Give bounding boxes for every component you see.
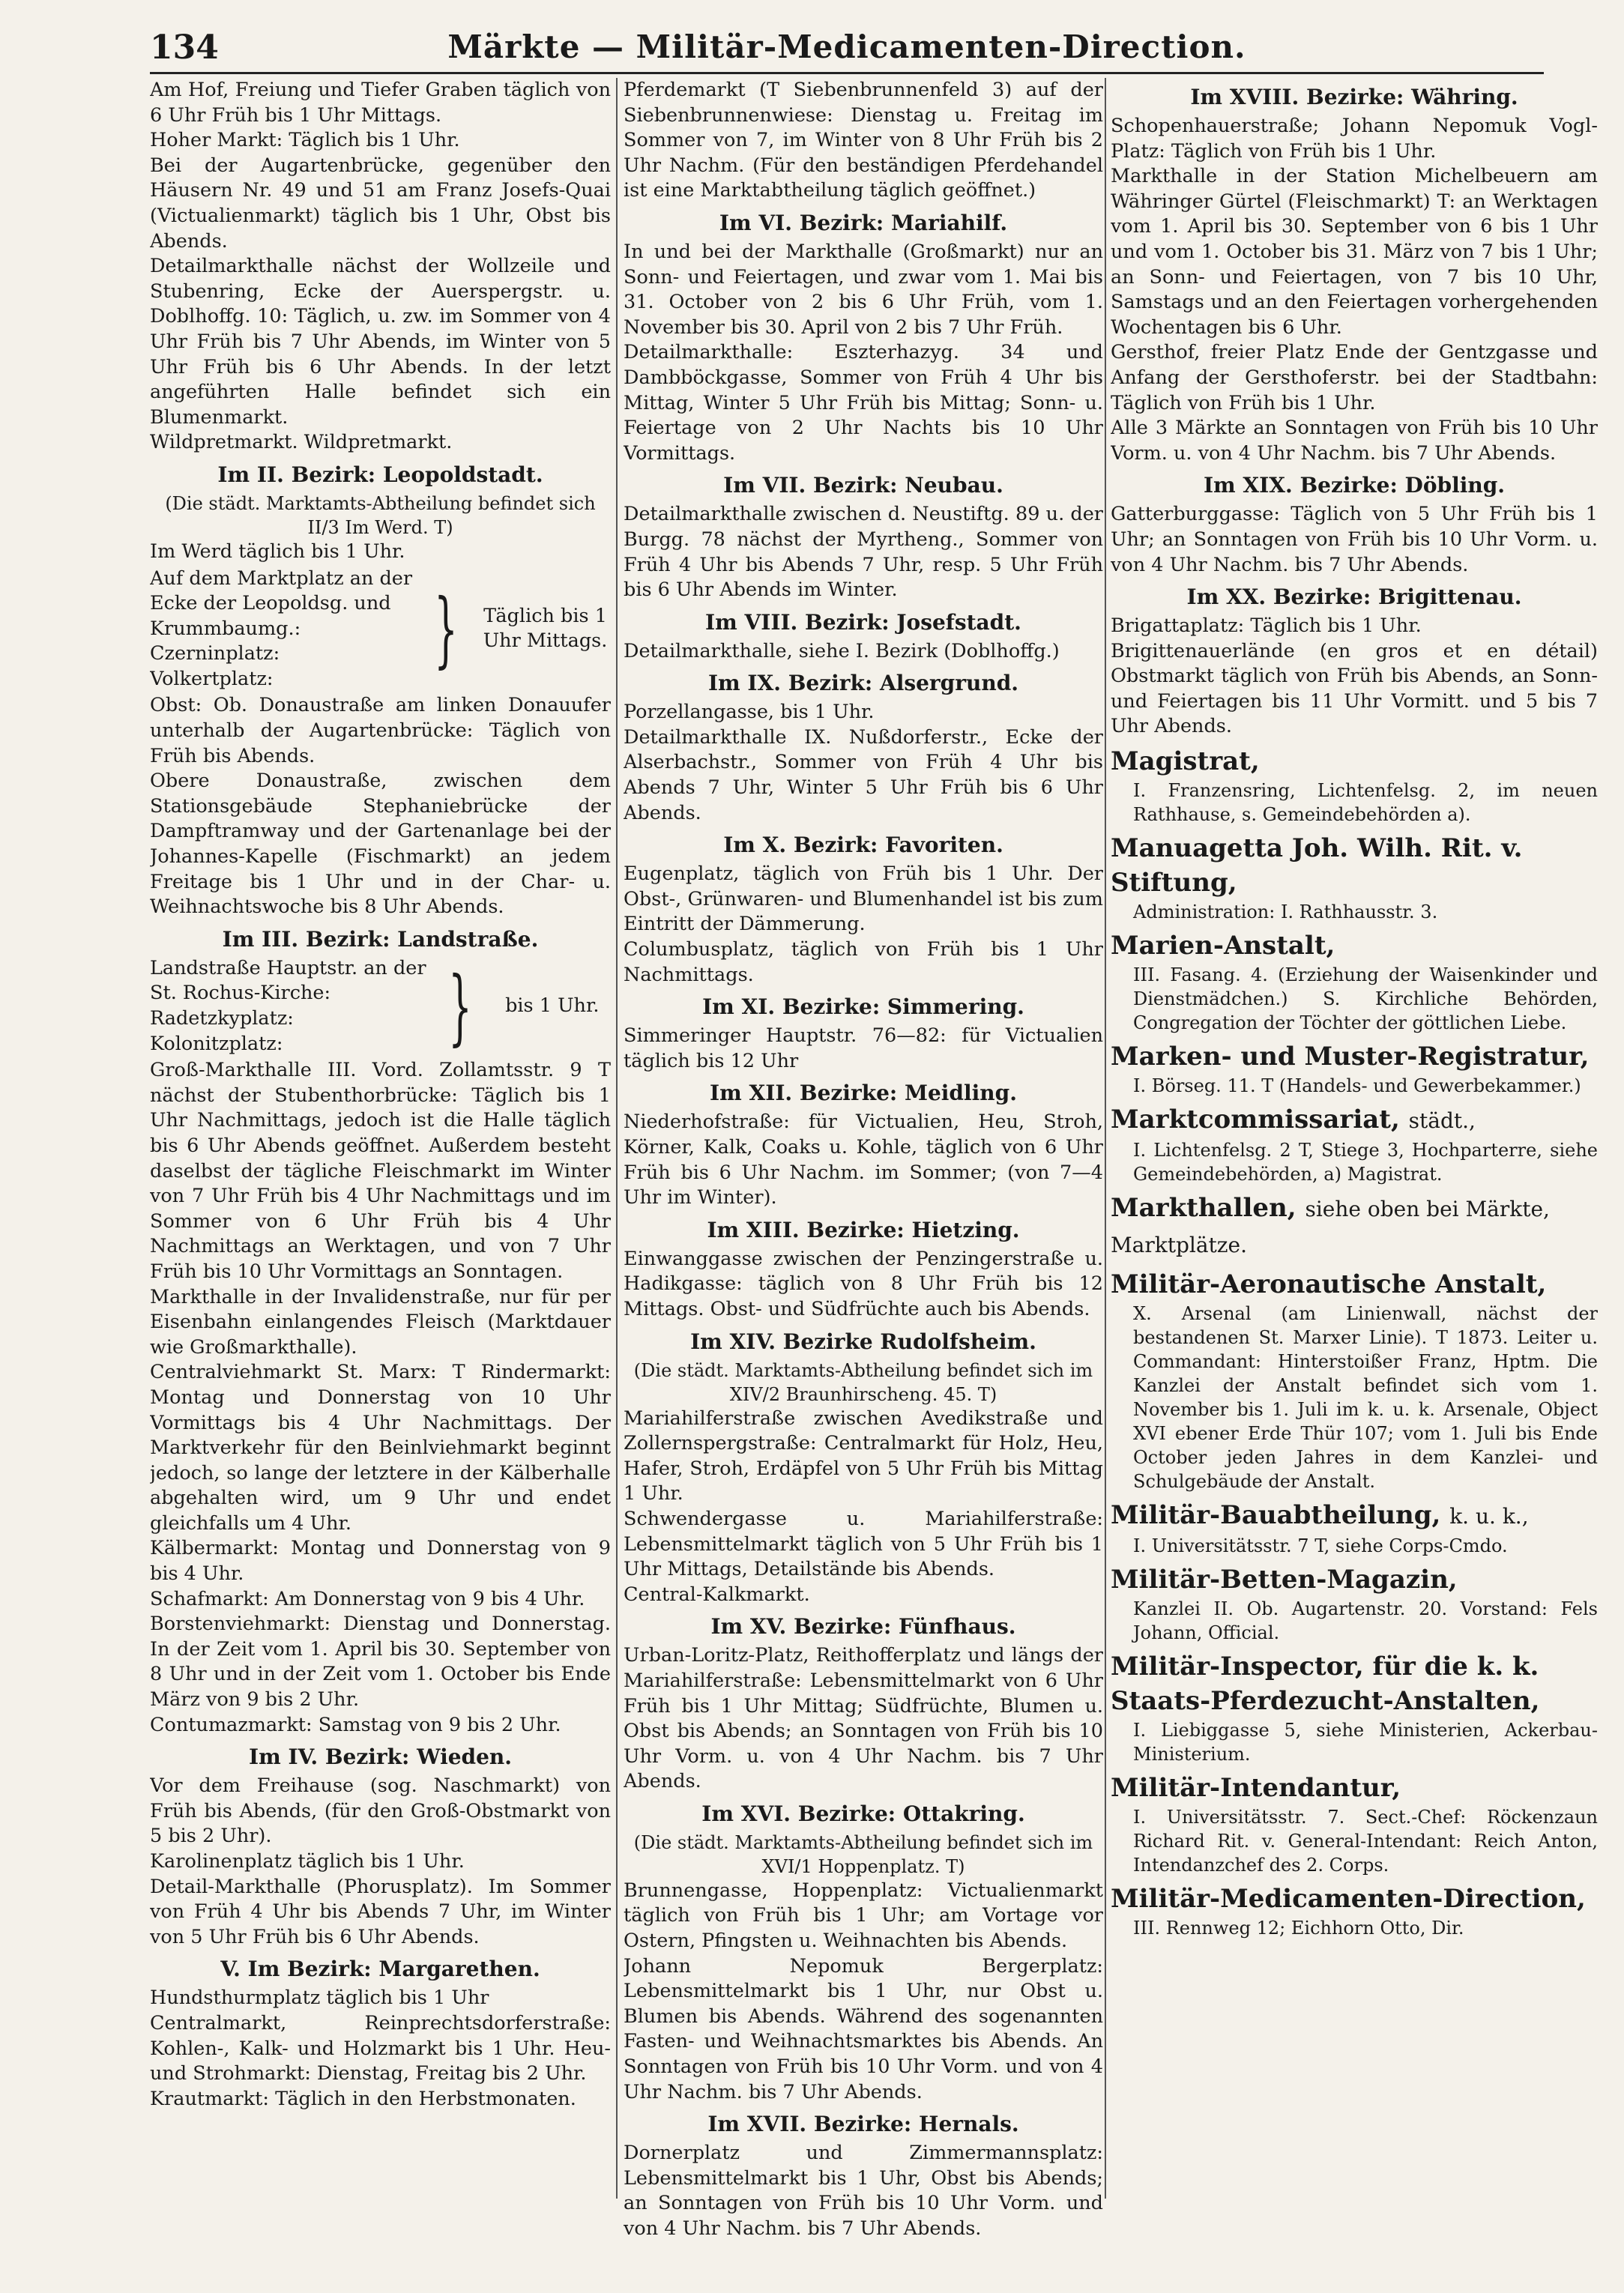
- page-number: 134: [150, 28, 219, 67]
- market-entry: Urban-Loritz-Platz, Reithofferplatz und längs der Mariahilferstraße: Lebensmittelmarkt von 6 Uhr Früh bis 1 Uhr Mittag; Südfrüchte, Blumen u. Obst bis Abends; an Sonntagen von Früh bis 10 Uhr Vorm. u. von 4 Uhr Nachm. bis 7 Uhr Abends.: [624, 1644, 1103, 1793]
- district-heading: Im XIV. Bezirke Rudolfsheim.: [690, 1329, 1036, 1354]
- column-divider: [616, 78, 618, 2199]
- district-heading: Im XVII. Bezirke: Hernals.: [707, 2112, 1019, 2137]
- bracket-label: Täglich bis 1 Uhr Mittags.: [483, 604, 608, 653]
- header-rule: [150, 72, 1544, 74]
- market-entry: Dornerplatz und Zimmermannsplatz: Lebensmittelmarkt bis 1 Uhr, Obst bis Abends; an Sonntagen von Früh bis 10 Uhr Vorm. und von 4 Uhr Nachm. bis 7 Uhr Abends.: [624, 2142, 1103, 2240]
- district-heading: Im XV. Bezirke: Fünfhaus.: [710, 1614, 1016, 1640]
- curly-brace: }: [447, 958, 472, 1054]
- market-entry: Kälbermarkt: Montag und Donnerstag von 9 bis 4 Uhr.: [150, 1537, 611, 1586]
- market-entry: Mariahilferstraße zwischen Avedikstraße und Zollernspergstraße: Centralmarkt für Holz, Heu, Hafer, Stroh, Erdäpfel von 5 Uhr Früh bis Mittag 1 Uhr.: [624, 1407, 1103, 1505]
- district-heading: Im II. Bezirk: Leopoldstadt.: [217, 462, 543, 487]
- bracket-line: Kolonitzplatz:: [150, 1032, 283, 1055]
- market-entry: Detailmarkthalle nächst der Wollzeile und Stubenring, Ecke der Auerspergstr. u. Doblhoffg. 10: Täglich, u. zw. im Sommer von 4 Uhr Früh bis 7 Uhr Abends, im Winter von 5 Uhr Früh bis 6 Uhr Abends. In der letzt angeführten Halle befindet sich ein Blumenmarkt.: [150, 255, 611, 429]
- market-entry: Detailmarkthalle: Eszterhazyg. 34 und Dambböckgasse, Sommer von Früh 4 Uhr bis Mittag, Winter 5 Uhr Früh bis Mittag; Sonn- u. Feiertage von 2 Uhr Nachts bis 10 Uhr Vormittags.: [624, 341, 1103, 465]
- entry-heading: [1111, 1191, 1598, 1263]
- entry-detail: I. Universitätsstr. 7 T, siehe Corps-Cmdo.: [1133, 1535, 1508, 1557]
- bracket-group: [150, 567, 611, 692]
- column-1: [150, 78, 611, 2112]
- bracket-line: Czerninplatz:: [150, 642, 280, 665]
- market-entry: Niederhofstraße: für Victualien, Heu, Stroh, Körner, Kalk, Coaks u. Kohle, täglich von 6 Uhr Früh bis 6 Uhr Nachm. im Sommer; (von 7—4 Uhr im Winter).: [624, 1111, 1103, 1209]
- district-heading: Im XIX. Bezirke: Döbling.: [1203, 473, 1506, 498]
- entry-heading: Marien-Anstalt,: [1111, 931, 1335, 961]
- district-heading: V. Im Bezirk: Margarethen.: [220, 1957, 540, 1982]
- market-entry: Am Hof, Freiung und Tiefer Graben täglich von 6 Uhr Früh bis 1 Uhr Mittags.: [150, 79, 611, 127]
- entry-heading: Magistrat,: [1111, 746, 1260, 777]
- market-entry: Obst: Ob. Donaustraße am linken Donauufer unterhalb der Augartenbrücke: Täglich von Früh bis Abends.: [150, 694, 611, 767]
- district-heading: Im XVI. Bezirke: Ottakring.: [701, 1801, 1025, 1826]
- market-entry: Obere Donaustraße, zwischen dem Stationsgebäude Stephaniebrücke der Dampftramway und der Gartenanlage bei der Johannes-Kapelle (Fischmarkt) an jedem Freitage bis 1 Uhr und in der Char- u. Weihnachtswoche bis 8 Uhr Abends.: [150, 770, 611, 919]
- entry-detail: Kanzlei II. Ob. Augartenstr. 20. Vorstand: Fels Johann, Official.: [1133, 1598, 1598, 1644]
- entry-heading: Militär-Betten-Magazin,: [1111, 1565, 1458, 1595]
- column-2: [624, 78, 1103, 2242]
- market-entry: Markthalle in der Station Michelbeuern am Währinger Gürtel (Fleischmarkt) T: an Werktagen vom 1. April bis 30. September von 6 bis 1 Uhr und vom 1. October bis 31. März von 7 bis 1 Uhr; an Sonn- und Feiertagen, von 7 bis 10 Uhr, Samstags und an den Feiertagen vorhergehenden Wochentagen bis 6 Uhr.: [1111, 165, 1598, 339]
- market-entry: Brigittenauerlände (en gros et en détail) Obstmarkt täglich von Früh bis Abends, an Sonn- und Feiertagen bis 11 Uhr Vormitt. und 5 bis 7 Uhr Abends.: [1111, 639, 1598, 738]
- district-heading: Im XVIII. Bezirke: Währing.: [1190, 85, 1518, 109]
- entry-heading: Militär-Medicamenten-Direction,: [1111, 1884, 1586, 1915]
- market-entry: Bei der Augartenbrücke, gegenüber den Häusern Nr. 49 und 51 am Franz Josefs-Quai (Victualienmarkt) täglich bis 1 Uhr, Obst bis Abends.: [150, 154, 611, 253]
- market-entry: Porzellangasse, bis 1 Uhr.: [624, 701, 875, 724]
- market-entry: Centralviehmarkt St. Marx: T Rindermarkt: Montag und Donnerstag von 10 Uhr Vormittags bis 4 Uhr Nachmittags. Der Marktverkehr für den Beinlviehmarkt beginnt jedoch, so lange der letztere in der Kälberhalle abgehalten wird, um 9 Uhr und endet gleichfalls um 4 Uhr.: [150, 1361, 611, 1535]
- market-entry: Im Werd täglich bis 1 Uhr.: [150, 540, 405, 563]
- market-entry: Simmeringer Hauptstr. 76—82: für Victualien täglich bis 12 Uhr: [624, 1024, 1103, 1072]
- market-entry: Detailmarkthalle IX. Nußdorferstr., Ecke der Alserbachstr., Sommer von Früh 4 Uhr bis Abends 7 Uhr, Winter 5 Uhr Früh bis 6 Uhr Abends.: [624, 725, 1103, 824]
- entry-detail: Administration: I. Rathhausstr. 3.: [1133, 901, 1438, 923]
- market-entry: Central-Kalkmarkt.: [624, 1583, 810, 1606]
- district-heading: Im VI. Bezirk: Mariahilf.: [719, 210, 1008, 235]
- entry-heading: [1111, 1498, 1598, 1534]
- market-entry: Karolinenplatz täglich bis 1 Uhr.: [150, 1850, 465, 1873]
- entry-heading: Militär-Aeronautische Anstalt,: [1111, 1269, 1547, 1300]
- market-entry: Detailmarkthalle, siehe I. Bezirk (Doblhoffg.): [624, 639, 1060, 662]
- market-entry: Markthalle in der Invalidenstraße, nur für per Eisenbahn einlangendes Fleisch (Marktdauer wie Großmarkthalle).: [150, 1285, 611, 1359]
- entry-detail: I. Universitätsstr. 7. Sect.-Chef: Röckenzaun Richard Rit. v. General-Intendant: Reich Anton, Intendanzchef des 2. Corps.: [1133, 1807, 1598, 1876]
- entry-heading: Militär-Inspector, für die k. k. Staats-Pferdezucht-Anstalten,: [1111, 1652, 1540, 1717]
- entry-heading-suffix: k. u. k.,: [1449, 1504, 1529, 1529]
- market-entry: Gersthof, freier Platz Ende der Gentzgasse und Anfang der Gersthoferstr. bei der Stadtbahn: Täglich von Früh bis 1 Uhr.: [1111, 341, 1598, 414]
- bracket-line: Auf dem Marktplatz an der: [150, 567, 413, 590]
- bracket-line: St. Rochus-Kirche:: [150, 982, 331, 1005]
- entry-heading: [1111, 1102, 1598, 1138]
- column-3: [1111, 78, 1598, 1940]
- entry-heading-suffix: städt.,: [1408, 1108, 1476, 1134]
- district-heading: Im XIII. Bezirke: Hietzing.: [707, 1217, 1020, 1242]
- market-entry: Eugenplatz, täglich von Früh bis 1 Uhr. Der Obst-, Grünwaren- und Blumenhandel ist bis zum Eintritt der Dämmerung.: [624, 862, 1103, 936]
- bracket-line: Radetzkyplatz:: [150, 1007, 294, 1030]
- district-heading: Im XI. Bezirke: Simmering.: [702, 994, 1024, 1020]
- bracket-line: Landstraße Hauptstr. an der: [150, 956, 426, 979]
- district-heading: Im X. Bezirk: Favoriten.: [723, 833, 1003, 858]
- entry-detail: I. Franzensring, Lichtenfelsg. 2, im neuen Rathhause, s. Gemeindebehörden a).: [1133, 780, 1598, 826]
- district-heading: Im VII. Bezirk: Neubau.: [723, 473, 1003, 498]
- bracket-line: Ecke der Leopoldsg. und: [150, 592, 391, 615]
- entry-detail: I. Lichtenfelsg. 2 T, Stiege 3, Hochparterre, siehe Gemeindebehörden, a) Magistrat.: [1133, 1140, 1598, 1185]
- bracket-line: Krummbaumg.:: [150, 617, 301, 640]
- running-title: Märkte — Militär-Medicamenten-Direction.: [447, 28, 1246, 65]
- bracket-group: [150, 956, 611, 1057]
- market-entry: Krautmarkt: Täglich in den Herbstmonaten.: [150, 2087, 576, 2110]
- bracket-label: bis 1 Uhr.: [505, 994, 600, 1018]
- market-entry: Schwendergasse u. Mariahilferstraße: Lebensmittelmarkt täglich von 5 Uhr Früh bis 1 Uhr Mittags, Detailstände bis Abends.: [624, 1507, 1103, 1581]
- entry-heading-suffix: siehe oben bei Märkte, Marktplätze.: [1111, 1197, 1550, 1258]
- market-entry: Contumazmarkt: Samstag von 9 bis 2 Uhr.: [150, 1713, 561, 1736]
- market-entry: Hundsthurmplatz täglich bis 1 Uhr: [150, 1987, 489, 2010]
- entry-heading-text: Markthallen,: [1111, 1193, 1297, 1224]
- district-heading: Im XX. Bezirke: Brigittenau.: [1186, 584, 1522, 610]
- market-entry: Wildpretmarkt. Wildpretmarkt.: [150, 431, 453, 454]
- entry-heading: Manuagetta Joh. Wilh. Rit. v. Stiftung,: [1111, 833, 1523, 898]
- market-entry: Detailmarkthalle zwischen d. Neustiftg. 89 u. der Burgg. 78 nächst der Myrtheng., Sommer von Früh 4 Uhr bis Abends 7 Uhr, resp. 5 Uhr Früh bis 6 Uhr Abends im Winter.: [624, 503, 1103, 602]
- entry-detail: III. Rennweg 12; Eichhorn Otto, Dir.: [1133, 1918, 1464, 1939]
- market-entry: Brunnengasse, Hoppenplatz: Victualienmarkt täglich von Früh bis 1 Uhr; am Vortage vor Ostern, Pfingsten u. Weihnachten bis Abends.: [624, 1879, 1103, 1953]
- market-entry: Brigattaplatz: Täglich bis 1 Uhr.: [1111, 614, 1422, 638]
- district-heading: Im III. Bezirk: Landstraße.: [222, 926, 539, 952]
- district-heading: Im XII. Bezirke: Meidling.: [710, 1081, 1017, 1106]
- market-entry: Alle 3 Märkte an Sonntagen von Früh bis 10 Uhr Vorm. u. von 4 Uhr Nachm. bis 7 Uhr Abends.: [1111, 417, 1598, 465]
- entry-heading: Marken- und Muster-Registratur,: [1111, 1042, 1590, 1072]
- bracket-line: Volkertplatz:: [150, 667, 274, 690]
- district-heading: Im IX. Bezirk: Alsergrund.: [707, 671, 1019, 696]
- market-entry: Einwanggasse zwischen der Penzingerstraße u. Hadikgasse: täglich von 8 Uhr Früh bis 12 Mittags. Obst- und Südfrüchte auch bis Abends.: [624, 1247, 1103, 1320]
- entry-detail: I. Liebiggasse 5, siehe Ministerien, Ackerbau-Ministerium.: [1133, 1720, 1598, 1765]
- market-entry: Johann Nepomuk Bergerplatz: Lebensmittelmarkt bis 1 Uhr, nur Obst u. Blumen bis Abends. Während des sogenannten Fasten- und Weihnachtsmarktes bis Abends. An Sonntagen von Früh bis 10 Uhr Vorm. und von 4 Uhr Nachm. bis 7 Uhr Abends.: [624, 1954, 1103, 2103]
- market-entry: Detail-Markthalle (Phorusplatz). Im Sommer von Früh 4 Uhr bis Abends 7 Uhr, im Winter von 5 Uhr Früh bis 6 Uhr Abends.: [150, 1875, 611, 1948]
- district-heading: Im VIII. Bezirk: Josefstadt.: [705, 609, 1021, 635]
- entry-detail: X. Arsenal (am Linienwall, nächst der bestandenen St. Marxer Linie). T 1873. Leiter u. Commandant: Hinterstoißer Franz, Hptm. Die Kanzlei der Anstalt befindet sich vom 1. November bis 1. Juli im k. u. k. Arsenale, Object XVI ebener Erde Thür 107; vom 1. Juli bis Ende October jeden Jahres in dem Kanzlei- und Schulgebäude der Anstalt.: [1133, 1303, 1598, 1493]
- district-heading: Im IV. Bezirk: Wieden.: [248, 1744, 513, 1770]
- entry-detail: III. Fasang. 4. (Erziehung der Waisenkinder und Dienstmädchen.) S. Kirchliche Behörden, Congregation der Töchter der göttlichen Liebe.: [1133, 964, 1598, 1034]
- entry-detail: I. Börseg. 11. T (Handels- und Gewerbekammer.): [1133, 1075, 1581, 1097]
- market-entry: Hoher Markt: Täglich bis 1 Uhr.: [150, 129, 460, 152]
- market-entry: Schopenhauerstraße; Johann Nepomuk Vogl-Platz: Täglich von Früh bis 1 Uhr.: [1111, 115, 1598, 163]
- district-note: (Die städt. Marktamts-Abtheilung befindet sich II/3 Im Werd. T): [165, 492, 596, 538]
- column-divider: [1105, 78, 1106, 2199]
- page-header: [150, 28, 1544, 70]
- market-entry: Pferdemarkt (T Siebenbrunnenfeld 3) auf der Siebenbrunnenwiese: Dienstag u. Freitag im Sommer von 7, im Winter von 8 Uhr Früh bis 2 Uhr Nachm. (Für den beständigen Pferdehandel ist eine Marktabtheilung täglich geöffnet.): [624, 79, 1103, 202]
- entry-heading-text: Militär-Bauabtheilung,: [1111, 1500, 1441, 1531]
- entry-heading-text: Marktcommissariat,: [1111, 1105, 1400, 1135]
- district-note: (Die städt. Marktamts-Abtheilung befindet sich im XVI/1 Hoppenplatz. T): [633, 1831, 1093, 1877]
- market-entry: Columbusplatz, täglich von Früh bis 1 Uhr Nachmittags.: [624, 938, 1103, 986]
- district-note: (Die städt. Marktamts-Abtheilung befindet sich im XIV/2 Braunhirscheng. 45. T): [633, 1359, 1093, 1405]
- market-entry: Centralmarkt, Reinprechtsdorferstraße: Kohlen-, Kalk- und Holzmarkt bis 1 Uhr. Heu- und Strohmarkt: Dienstag, Freitag bis 2 Uhr.: [150, 2011, 611, 2085]
- market-entry: In und bei der Markthalle (Großmarkt) nur an Sonn- und Feiertagen, und zwar vom 1. Mai bis 31. October von 2 bis 6 Uhr Früh, vom 1. November bis 30. April von 2 bis 7 Uhr Früh.: [624, 240, 1103, 339]
- market-entry: Schafmarkt: Am Donnerstag von 9 bis 4 Uhr.: [150, 1587, 585, 1610]
- market-entry: Gatterburggasse: Täglich von 5 Uhr Früh bis 1 Uhr; an Sonntagen von Früh bis 10 Uhr Vorm. u. von 4 Uhr Nachm. bis 7 Uhr Abends.: [1111, 503, 1598, 576]
- curly-brace: }: [434, 581, 458, 677]
- market-entry: Borstenviehmarkt: Dienstag und Donnerstag. In der Zeit vom 1. April bis 30. September von 8 Uhr und in der Zeit vom 1. October bis Ende März von 9 bis 2 Uhr.: [150, 1613, 611, 1712]
- market-entry: Vor dem Freihause (sog. Naschmarkt) von Früh bis Abends, (für den Groß-Obstmarkt von 5 bis 2 Uhr).: [150, 1774, 611, 1848]
- entry-heading: Militär-Intendantur,: [1111, 1773, 1401, 1804]
- market-entry: Groß-Markthalle III. Vord. Zollamtsstr. 9 T nächst der Stubenthorbrücke: Täglich bis 1 Uhr Nachmittags, jedoch ist die Halle täglich bis 6 Uhr Abends geöffnet. Außerdem besteht daselbst der tägliche Fleischmarkt im Winter von 7 Uhr Früh bis 4 Uhr Nachmittags und im Sommer von 6 Uhr Früh bis 4 Uhr Nachmittags an Werktagen, und von 7 Uhr Früh bis 10 Uhr Vormittags an Sonntagen.: [150, 1059, 611, 1283]
